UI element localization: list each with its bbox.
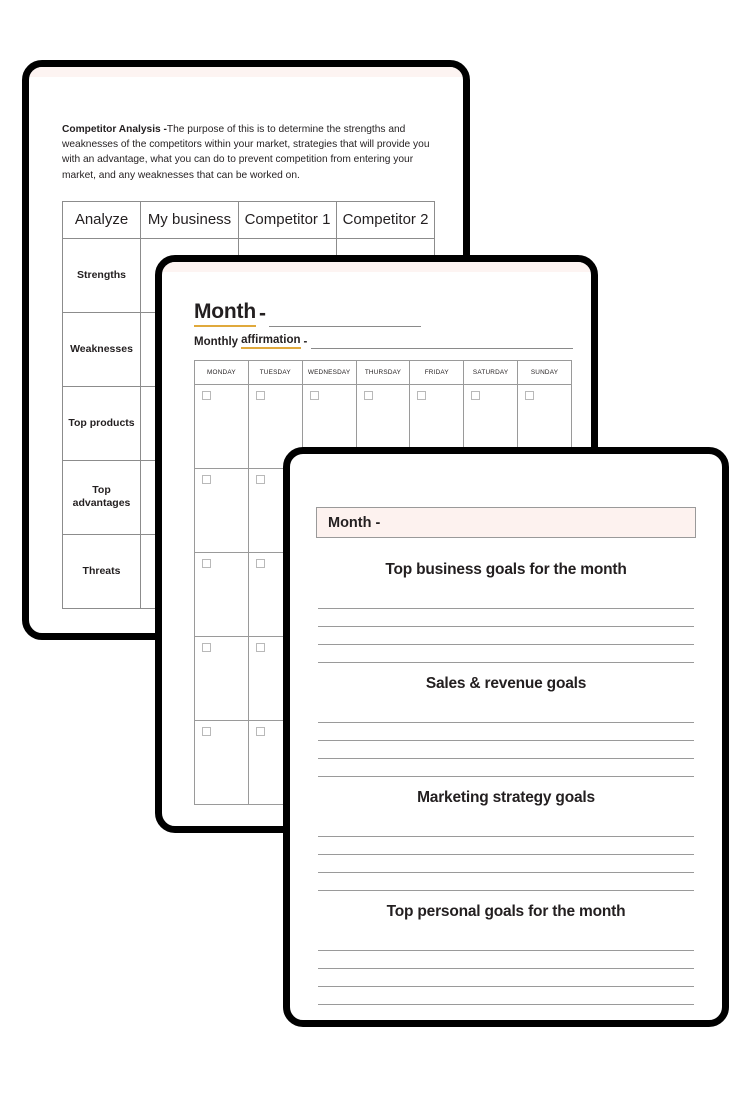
competitor-analysis-intro-body: The purpose of this is to determine the strengths and weaknesses of the competitors within your market, strategies that will provide you with an advantage, what you can do to prevent competition from entering your market, and any weaknesses that can be worked on. bbox=[62, 124, 430, 181]
checkbox-empty-icon[interactable] bbox=[525, 391, 534, 400]
checkbox-empty-icon[interactable] bbox=[256, 643, 265, 652]
goal-write-line[interactable] bbox=[318, 705, 694, 723]
table-row-label: Top products bbox=[63, 386, 141, 460]
goal-write-line[interactable] bbox=[318, 627, 694, 645]
checkbox-empty-icon[interactable] bbox=[202, 391, 211, 400]
table-header-cell: Analyze bbox=[63, 201, 141, 238]
competitor-analysis-intro-label: Competitor Analysis - bbox=[62, 124, 167, 135]
table-row-label: Top advantages bbox=[63, 460, 141, 534]
calendar-header-row bbox=[195, 361, 572, 385]
checkbox-empty-icon[interactable] bbox=[310, 391, 319, 400]
goal-section bbox=[316, 668, 696, 777]
goal-write-line[interactable] bbox=[318, 933, 694, 951]
weekday-header-friday: FRIDAY bbox=[410, 361, 464, 385]
goal-write-line[interactable] bbox=[318, 951, 694, 969]
table-header-row bbox=[63, 201, 435, 238]
calendar-day-cell[interactable] bbox=[195, 469, 249, 553]
checkbox-empty-icon[interactable] bbox=[256, 475, 265, 484]
goal-write-line[interactable] bbox=[318, 969, 694, 987]
weekday-header-thursday: THURSDAY bbox=[356, 361, 410, 385]
checkbox-empty-icon[interactable] bbox=[256, 391, 265, 400]
table-header-cell: My business bbox=[141, 201, 239, 238]
goal-write-line[interactable] bbox=[318, 741, 694, 759]
month-title-row bbox=[194, 300, 573, 327]
checkbox-empty-icon[interactable] bbox=[202, 559, 211, 568]
goal-write-line[interactable] bbox=[318, 609, 694, 627]
calendar-day-cell[interactable] bbox=[195, 637, 249, 721]
goal-write-line[interactable] bbox=[318, 591, 694, 609]
goal-section-heading: Marketing strategy goals bbox=[417, 789, 595, 806]
calendar-day-cell[interactable] bbox=[195, 385, 249, 469]
table-row-label: Threats bbox=[63, 534, 141, 608]
checkbox-empty-icon[interactable] bbox=[256, 559, 265, 568]
checkbox-empty-icon[interactable] bbox=[202, 475, 211, 484]
goal-section-heading: Sales & revenue goals bbox=[425, 675, 587, 692]
goal-section-heading: Top personal goals for the month bbox=[386, 903, 626, 920]
weekday-header-sunday: SUNDAY bbox=[518, 361, 572, 385]
calendar-day-cell[interactable] bbox=[195, 553, 249, 637]
weekday-header-tuesday: TUESDAY bbox=[248, 361, 302, 385]
weekday-header-saturday: SATURDAY bbox=[464, 361, 518, 385]
goal-section bbox=[316, 554, 696, 663]
monthly-goals-content bbox=[316, 507, 696, 1010]
calendar-day-cell[interactable] bbox=[195, 721, 249, 805]
month-label-text: Month - bbox=[328, 514, 381, 531]
checkbox-empty-icon[interactable] bbox=[256, 727, 265, 736]
goal-section-heading: Top business goals for the month bbox=[385, 561, 627, 578]
month-label-box[interactable] bbox=[316, 507, 696, 538]
goal-write-line[interactable] bbox=[318, 759, 694, 777]
goal-write-line[interactable] bbox=[318, 837, 694, 855]
competitor-analysis-intro bbox=[62, 122, 441, 183]
goal-write-line[interactable] bbox=[318, 987, 694, 1005]
goal-write-line[interactable] bbox=[318, 645, 694, 663]
goal-write-line[interactable] bbox=[318, 819, 694, 837]
goal-section bbox=[316, 896, 696, 1005]
checkbox-empty-icon[interactable] bbox=[417, 391, 426, 400]
month-title-dash: - bbox=[258, 302, 266, 325]
checkbox-empty-icon[interactable] bbox=[202, 643, 211, 652]
goal-write-line[interactable] bbox=[318, 855, 694, 873]
card-top-tint bbox=[29, 67, 463, 77]
card-top-tint bbox=[162, 262, 591, 272]
checkbox-empty-icon[interactable] bbox=[471, 391, 480, 400]
affirmation-prefix: Monthly bbox=[194, 336, 239, 348]
table-row-label: Strengths bbox=[63, 238, 141, 312]
weekday-header-monday: MONDAY bbox=[195, 361, 249, 385]
goal-write-line[interactable] bbox=[318, 873, 694, 891]
month-input-line[interactable] bbox=[269, 306, 421, 327]
affirmation-dash: - bbox=[303, 336, 308, 348]
affirmation-word: affirmation bbox=[241, 334, 300, 349]
goal-sections-list bbox=[316, 554, 696, 1005]
checkbox-empty-icon[interactable] bbox=[364, 391, 373, 400]
checkbox-empty-icon[interactable] bbox=[202, 727, 211, 736]
goal-section bbox=[316, 782, 696, 891]
table-header-cell: Competitor 1 bbox=[239, 201, 337, 238]
table-row-label: Weaknesses bbox=[63, 312, 141, 386]
affirmation-row bbox=[194, 334, 573, 349]
month-title: Month bbox=[194, 300, 256, 327]
monthly-goals-document[interactable] bbox=[283, 447, 729, 1027]
table-header-cell: Competitor 2 bbox=[337, 201, 435, 238]
goal-write-line[interactable] bbox=[318, 723, 694, 741]
affirmation-input-line[interactable] bbox=[311, 335, 573, 349]
weekday-header-wednesday: WEDNESDAY bbox=[302, 361, 356, 385]
